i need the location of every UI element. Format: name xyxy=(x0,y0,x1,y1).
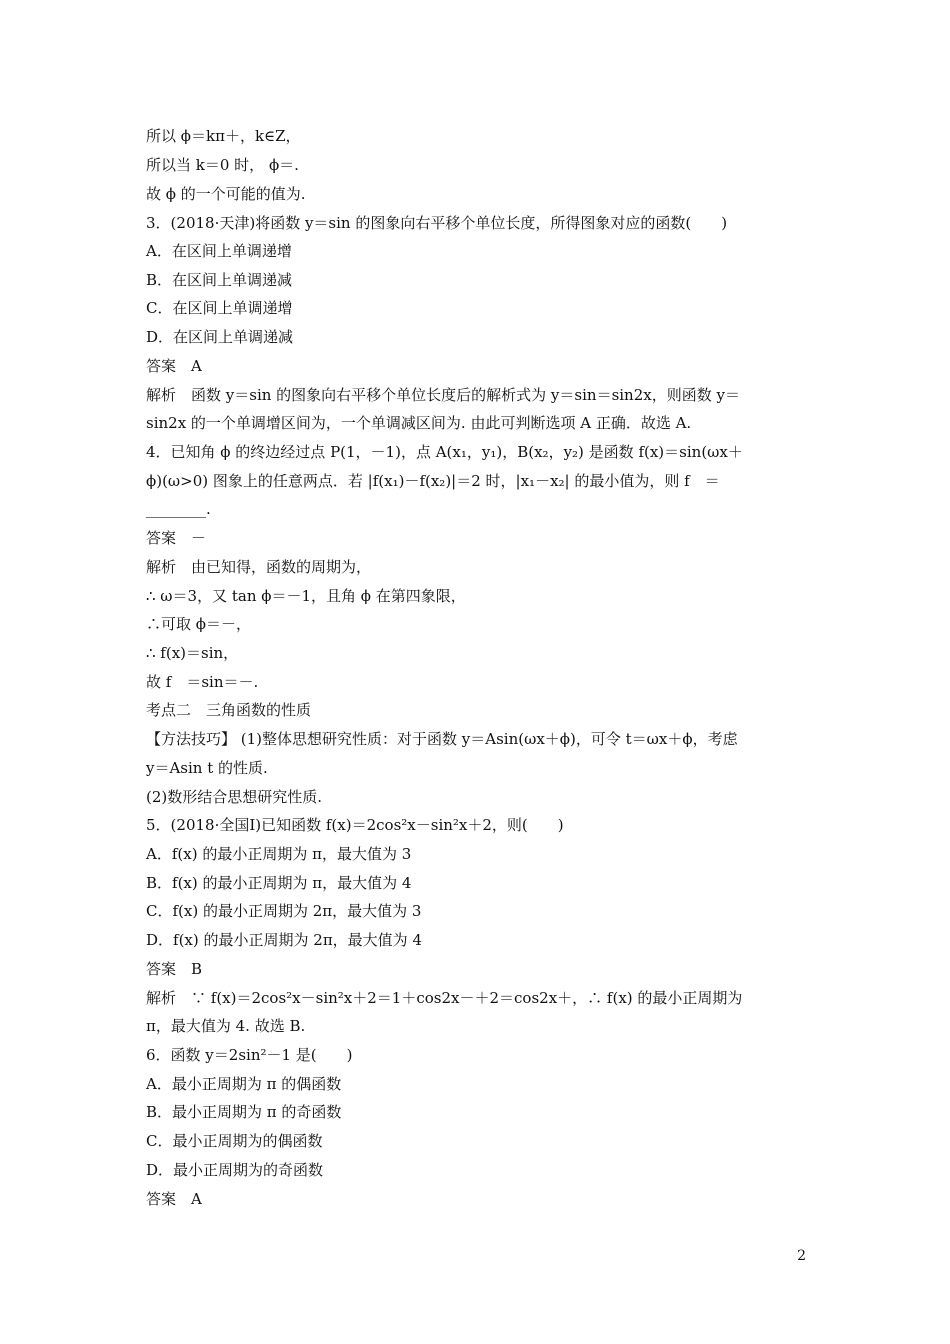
option-a: A．f(x) 的最小正周期为 π，最大值为 3 xyxy=(146,845,412,863)
option-c: C．f(x) 的最小正周期为 2π，最大值为 3 xyxy=(146,902,422,920)
analysis: ∴ f(x)＝sin， xyxy=(146,644,239,662)
question-6: 6．函数 y＝2sin²－1 是( ) xyxy=(146,1046,353,1064)
option-b: B．在区间上单调递减 xyxy=(146,271,293,289)
page-number: 2 xyxy=(797,1248,806,1264)
answer: 答案 A xyxy=(146,357,202,375)
analysis: 故 f ＝sin＝－. xyxy=(146,673,259,691)
section-heading: 考点二 三角函数的性质 xyxy=(146,701,312,719)
option-b: B．最小正周期为 π 的奇函数 xyxy=(146,1103,342,1121)
question-4: ϕ)(ω>0) 图象上的任意两点．若 |f(x₁)－f(x₂)|＝2 时，|x₁－x₂| 的最小值为，则 f ＝ xyxy=(146,472,720,490)
analysis: ∴ ω＝3，又 tan ϕ＝－1，且角 ϕ 在第四象限， xyxy=(146,587,466,605)
text-line: 所以 ϕ＝kπ＋，k∈Z， xyxy=(146,127,301,145)
option-c: C．最小正周期为的偶函数 xyxy=(146,1132,323,1150)
text-line: 故 ϕ 的一个可能的值为. xyxy=(146,185,306,203)
text-line: 所以当 k＝0 时， ϕ＝. xyxy=(146,156,299,174)
analysis: π，最大值为 4. 故选 B. xyxy=(146,1017,306,1035)
option-d: D．在区间上单调递减 xyxy=(146,328,294,346)
option-d: D．f(x) 的最小正周期为 2π，最大值为 4 xyxy=(146,931,422,949)
analysis: sin2x 的一个单调增区间为，一个单调减区间为. 由此可判断选项 A 正确．故选 A. xyxy=(146,414,692,432)
method-tip: y＝Asin t 的性质. xyxy=(146,759,268,777)
analysis: 解析 ∵ f(x)＝2cos²x－sin²x＋2＝1＋cos2x－＋2＝cos2x＋，∴ f(x) 的最小正周期为 xyxy=(146,989,743,1007)
question-5: 5．(2018·全国Ⅰ)已知函数 f(x)＝2cos²x－sin²x＋2，则( ) xyxy=(146,816,564,834)
analysis: 解析 由已知得，函数的周期为， xyxy=(146,558,372,576)
option-d: D．最小正周期为的奇函数 xyxy=(146,1161,324,1179)
answer-blank: ________. xyxy=(146,500,211,518)
question-4: 4．已知角 ϕ 的终边经过点 P(1，－1)，点 A(x₁，y₁)，B(x₂，y₂) 是函数 f(x)＝sin(ωx＋ xyxy=(146,443,743,461)
answer: 答案 － xyxy=(146,529,207,547)
option-a: A．最小正周期为 π 的偶函数 xyxy=(146,1075,342,1093)
option-c: C．在区间上单调递增 xyxy=(146,299,293,317)
option-b: B．f(x) 的最小正周期为 π，最大值为 4 xyxy=(146,874,412,892)
answer: 答案 A xyxy=(146,1190,202,1208)
method-tip: (2)数形结合思想研究性质. xyxy=(146,788,323,806)
method-tip: 【方法技巧】 (1)整体思想研究性质：对于函数 y＝Asin(ωx＋ϕ)，可令 t＝ωx＋ϕ，考虑 xyxy=(146,730,738,748)
analysis: 解析 函数 y＝sin 的图象向右平移个单位长度后的解析式为 y＝sin＝sin2x，则函数 y＝ xyxy=(146,386,740,404)
analysis: ∴可取 ϕ＝－， xyxy=(146,615,251,633)
answer: 答案 B xyxy=(146,960,203,978)
question-3: 3．(2018·天津)将函数 y＝sin 的图象向右平移个单位长度，所得图象对应的函数( ) xyxy=(146,214,728,232)
option-a: A．在区间上单调递增 xyxy=(146,242,292,260)
